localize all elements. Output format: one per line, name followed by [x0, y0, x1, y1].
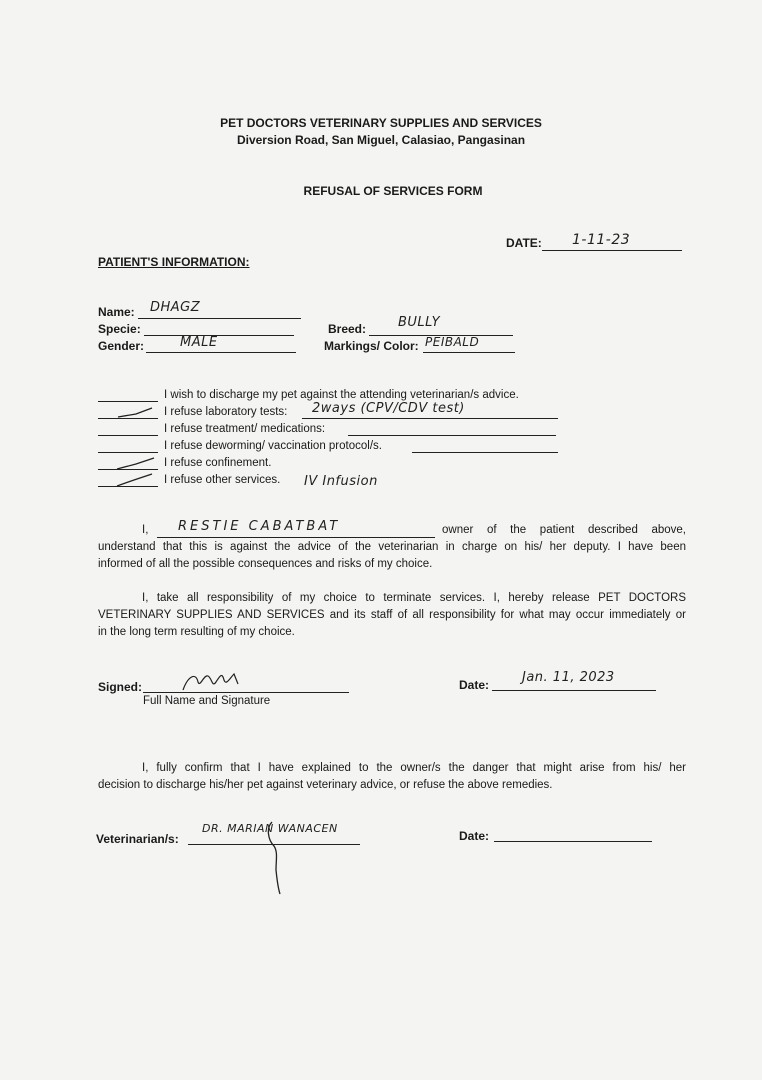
veterinarian-name-value[interactable]: DR. MARIAN WANACEN — [202, 822, 338, 835]
option-detail-line — [302, 418, 558, 419]
markings-line — [423, 352, 515, 353]
name-value[interactable]: DHAGZ — [150, 300, 201, 315]
signature-date-label: Date: — [459, 678, 490, 692]
veterinarian-signature[interactable] — [258, 818, 298, 898]
owner-signature[interactable] — [178, 668, 248, 694]
veterinarian-label: Veterinarian/s: — [96, 832, 179, 846]
signature-date-value[interactable]: Jan. 11, 2023 — [522, 670, 615, 685]
option-text: I refuse other services. — [164, 474, 281, 486]
confirm-line2: decision to discharge his/her pet against veterinary advice, or refuse the above remedies. — [98, 779, 553, 791]
specie-line — [144, 335, 294, 336]
check-mark-icon — [114, 456, 158, 472]
form-title: REFUSAL OF SERVICES FORM — [303, 184, 483, 198]
breed-label: Breed: — [328, 322, 367, 336]
check-mark-icon — [114, 472, 158, 488]
owner-name-line — [157, 537, 435, 538]
option-check-line[interactable] — [98, 401, 158, 402]
specie-label: Specie: — [98, 322, 141, 336]
responsibility-line3: in the long term resulting of my choice. — [98, 626, 295, 638]
option-text: I wish to discharge my pet against the attending veterinarian/s advice. — [164, 389, 519, 401]
statement-line2: understand that this is against the advice of the veterinarian in charge on his/ her deputy. I have been — [98, 541, 686, 553]
patient-info-title: PATIENT'S INFORMATION: — [98, 255, 250, 269]
option-text: I refuse deworming/ vaccination protocol/s. — [164, 440, 382, 452]
confirm-line1: I, fully confirm that I have explained to the owner/s the danger that might arise from his/ her — [142, 762, 686, 774]
company-address: Diversion Road, San Miguel, Calasiao, Pangasinan — [236, 133, 526, 147]
statement-line3: informed of all the possible consequences and risks of my choice. — [98, 558, 433, 570]
date-value[interactable]: 1-11-23 — [572, 232, 631, 248]
full-name-signature-label: Full Name and Signature — [143, 695, 271, 707]
markings-value[interactable]: PEIBALD — [425, 335, 480, 349]
gender-line — [146, 352, 296, 353]
statement-line1-tail: owner of the patient described above, — [442, 524, 686, 536]
signed-label: Signed: — [98, 680, 142, 694]
gender-value[interactable]: MALE — [180, 335, 218, 350]
check-mark-icon — [116, 406, 156, 420]
responsibility-line2: VETERINARY SUPPLIES AND SERVICES and its staff of all responsibility for what may occur immediately or — [98, 609, 686, 621]
markings-label: Markings/ Color: — [324, 339, 419, 353]
option-text: I refuse treatment/ medications: — [164, 423, 326, 435]
owner-name-value[interactable]: RESTIE CABATBAT — [178, 519, 341, 534]
veterinarian-date-line — [494, 841, 652, 842]
option-check-line[interactable] — [98, 452, 158, 453]
gender-label: Gender: — [98, 339, 145, 353]
option-detail-value[interactable]: 2ways (CPV/CDV test) — [312, 401, 465, 416]
responsibility-line1: I, take all responsibility of my choice to terminate services. I, hereby release PET DOCTORS — [142, 592, 686, 604]
date-line — [542, 250, 682, 251]
statement-i-prefix: I, — [142, 524, 149, 536]
name-line — [138, 318, 301, 319]
option-text: I refuse confinement. — [164, 457, 272, 469]
option-detail-line — [348, 435, 556, 436]
company-name: PET DOCTORS VETERINARY SUPPLIES AND SERVICES — [220, 116, 542, 130]
option-text: I refuse laboratory tests: — [164, 406, 288, 418]
option-detail-value[interactable]: IV Infusion — [304, 474, 378, 489]
breed-value[interactable]: BULLY — [398, 315, 441, 330]
name-label: Name: — [98, 305, 135, 319]
veterinarian-date-label: Date: — [459, 829, 490, 843]
option-detail-line — [412, 452, 558, 453]
option-check-line[interactable] — [98, 435, 158, 436]
signature-date-line — [492, 690, 656, 691]
date-label: DATE: — [506, 236, 542, 250]
